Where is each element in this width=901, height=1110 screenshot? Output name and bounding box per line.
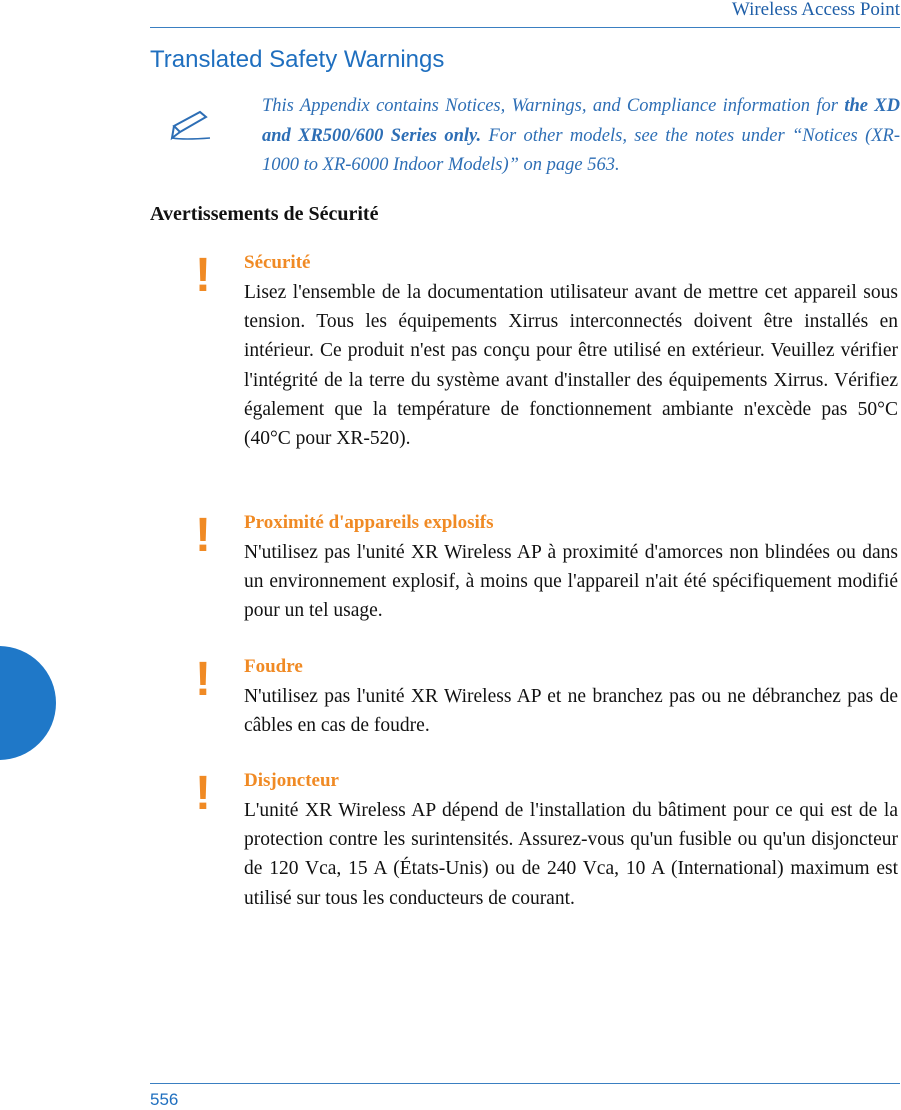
warning-body: N'utilisez pas l'unité XR Wireless AP à proximité d'amorces non blindées ou dans un environnement explosif, à moins que l'appareil n'ait été spécifiquement modifié pour un tel usage. [244,542,898,622]
header-divider [150,27,900,28]
warning-title: Foudre [244,656,303,677]
warning-exclamation-icon: ! [195,509,211,562]
footer-divider [150,1083,900,1084]
warning-body: L'unité XR Wireless AP dépend de l'installation du bâtiment pour ce qui est de la protection contre les surintensités. Assurez-vous qu'un fusible ou qu'un disjoncteur de 120 Vca, 15 A (États-Unis) ou de 240 Vca, 10 A (International) maximum est utilisé sur tous les conducteurs de courant. [244,800,898,909]
warning-body: N'utilisez pas l'unité XR Wireless AP et ne branchez pas ou ne débranchez pas de câbles en cas de foudre. [244,686,898,737]
warning-title: Sécurité [244,252,311,273]
section-title: Translated Safety Warnings [150,46,445,73]
warning-exclamation-icon: ! [195,767,211,820]
running-header-title: Wireless Access Point [731,0,900,20]
pencil-note-icon [170,108,216,142]
warning-title: Proximité d'appareils explosifs [244,512,494,533]
note-text-before: This Appendix contains Notices, Warnings, and Compliance information for [262,96,845,116]
note-text-after: For other models, see the notes under “Notices (XR-1000 to XR-6000 Indoor Models)” on page 563. [262,125,900,175]
warning-exclamation-icon: ! [195,249,211,302]
appendix-note [262,92,900,181]
warning-body: Lisez l'ensemble de la documentation utilisateur avant de mettre cet appareil sous tension. Tous les équipements Xirrus interconnectés doivent être installés en intérieur. Ce produit n'est pas conçu pour être utilisé en extérieur. Veuillez vérifier l'intégrité de la terre du système avant d'installer des équipements Xirrus. Vérifiez également que la température de fonctionnement ambiante n'excède pas 50°C (40°C pour XR-520). [244,282,898,450]
chapter-side-tab [0,646,56,760]
warning-title: Disjoncteur [244,770,339,791]
warning-exclamation-icon: ! [195,653,211,706]
subsection-title: Avertissements de Sécurité [150,203,379,225]
page-number: 556 [150,1090,179,1109]
note-text-bold: the XD and XR500/600 Series only. [262,96,900,146]
